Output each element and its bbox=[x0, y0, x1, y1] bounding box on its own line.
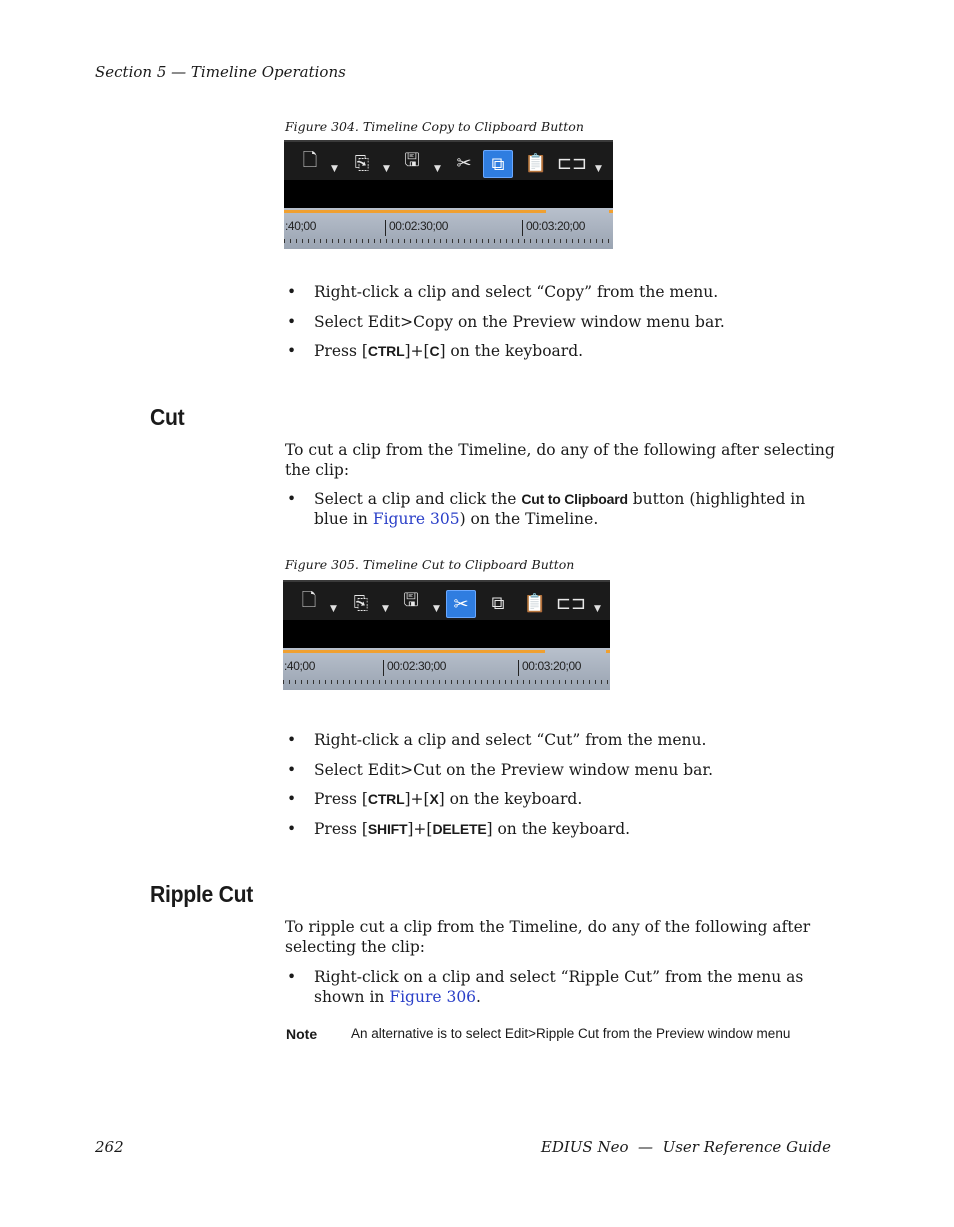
key-label: CTRL bbox=[367, 791, 405, 807]
copy-icon[interactable]: ⧉ bbox=[491, 592, 505, 614]
ripple-intro: To ripple cut a clip from the Timeline, do any of the following after selecting the clip: bbox=[285, 918, 811, 956]
timecode-label: 00:03:20;00 bbox=[522, 659, 581, 673]
chevron-down-icon[interactable]: ▼ bbox=[383, 164, 390, 174]
save-icon[interactable]: 🖫 bbox=[403, 590, 419, 611]
button-name: Cut to Clipboard bbox=[521, 491, 628, 507]
timecode-label: 00:02:30;00 bbox=[389, 219, 448, 233]
insert-paste-icon[interactable]: ⊏⊐ bbox=[555, 592, 587, 614]
timeline-ruler[interactable] bbox=[284, 208, 613, 249]
open-project-icon[interactable]: ⎘ bbox=[354, 152, 370, 174]
timecode-label: 00:03:20;00 bbox=[526, 219, 585, 233]
key-label: X bbox=[429, 791, 439, 807]
figure-304-toolbar-image bbox=[284, 140, 613, 249]
footer-title: EDIUS Neo — User Reference Guide bbox=[540, 1138, 831, 1156]
key-label: DELETE bbox=[432, 821, 487, 837]
figure-304-caption: Figure 304. Timeline Copy to Clipboard Button bbox=[285, 119, 584, 134]
timecode-label: :40;00 bbox=[284, 659, 315, 673]
cut-intro: To cut a clip from the Timeline, do any of the following after selecting the clip: bbox=[285, 441, 835, 479]
chevron-down-icon[interactable]: ▼ bbox=[331, 164, 338, 174]
new-file-icon[interactable]: 🗋 bbox=[302, 150, 318, 171]
list-item: • Press [CTRL]+[X] on the keyboard. bbox=[287, 790, 583, 808]
new-file-icon[interactable]: 🗋 bbox=[301, 590, 317, 611]
scissors-icon[interactable]: ✂ bbox=[446, 590, 476, 618]
list-item: • Select Edit>Copy on the Preview window menu bar. bbox=[287, 313, 725, 331]
open-project-icon[interactable]: ⎘ bbox=[353, 592, 369, 614]
running-header: Section 5 — Timeline Operations bbox=[95, 63, 346, 81]
chevron-down-icon[interactable]: ▼ bbox=[594, 604, 601, 614]
list-item: • Select a clip and click the Cut to Clipboard button (highlighted in blue in Figure 305) on the Timeline. bbox=[287, 490, 806, 528]
note-label: Note bbox=[286, 1026, 318, 1042]
toolbar bbox=[283, 580, 610, 622]
list-item: • Right-click a clip and select “Cut” from the menu. bbox=[287, 731, 707, 749]
section-heading-ripple-cut: Ripple Cut bbox=[150, 881, 254, 907]
render-bar bbox=[284, 210, 546, 213]
copy-icon[interactable]: ⧉ bbox=[483, 150, 513, 178]
key-label: C bbox=[429, 343, 440, 359]
note-text: An alternative is to select Edit>Ripple Cut from the Preview window menu bbox=[351, 1026, 791, 1041]
chevron-down-icon[interactable]: ▼ bbox=[434, 164, 441, 174]
timeline-ruler[interactable] bbox=[283, 648, 610, 690]
figure-305-link[interactable]: Figure 305 bbox=[372, 510, 460, 528]
figure-305-caption: Figure 305. Timeline Cut to Clipboard Button bbox=[285, 557, 575, 572]
list-item: • Press [SHIFT]+[DELETE] on the keyboard. bbox=[287, 820, 631, 838]
render-bar bbox=[283, 650, 545, 653]
key-label: SHIFT bbox=[367, 821, 408, 837]
list-item: • Select Edit>Cut on the Preview window menu bar. bbox=[287, 761, 714, 779]
chevron-down-icon[interactable]: ▼ bbox=[433, 604, 440, 614]
list-item: • Right-click a clip and select “Copy” from the menu. bbox=[287, 283, 719, 301]
page-number: 262 bbox=[95, 1138, 124, 1156]
chevron-down-icon[interactable]: ▼ bbox=[382, 604, 389, 614]
list-item: • Press [CTRL]+[C] on the keyboard. bbox=[287, 342, 584, 360]
section-heading-cut: Cut bbox=[150, 404, 185, 430]
list-item: • Right-click on a clip and select “Ripple Cut” from the menu as shown in Figure 306. bbox=[287, 968, 804, 1006]
scissors-icon[interactable]: ✂ bbox=[456, 152, 472, 174]
timecode-label: 00:02:30;00 bbox=[387, 659, 446, 673]
chevron-down-icon[interactable]: ▼ bbox=[595, 164, 602, 174]
figure-306-link[interactable]: Figure 306 bbox=[389, 988, 477, 1006]
paste-icon[interactable]: 📋 bbox=[524, 152, 548, 174]
paste-icon[interactable]: 📋 bbox=[523, 592, 547, 614]
timecode-label: :40;00 bbox=[285, 219, 316, 233]
toolbar bbox=[284, 140, 613, 182]
insert-paste-icon[interactable]: ⊏⊐ bbox=[556, 152, 588, 174]
save-icon[interactable]: 🖫 bbox=[404, 150, 420, 171]
key-label: CTRL bbox=[367, 343, 405, 359]
chevron-down-icon[interactable]: ▼ bbox=[330, 604, 337, 614]
figure-305-toolbar-image bbox=[283, 580, 610, 690]
